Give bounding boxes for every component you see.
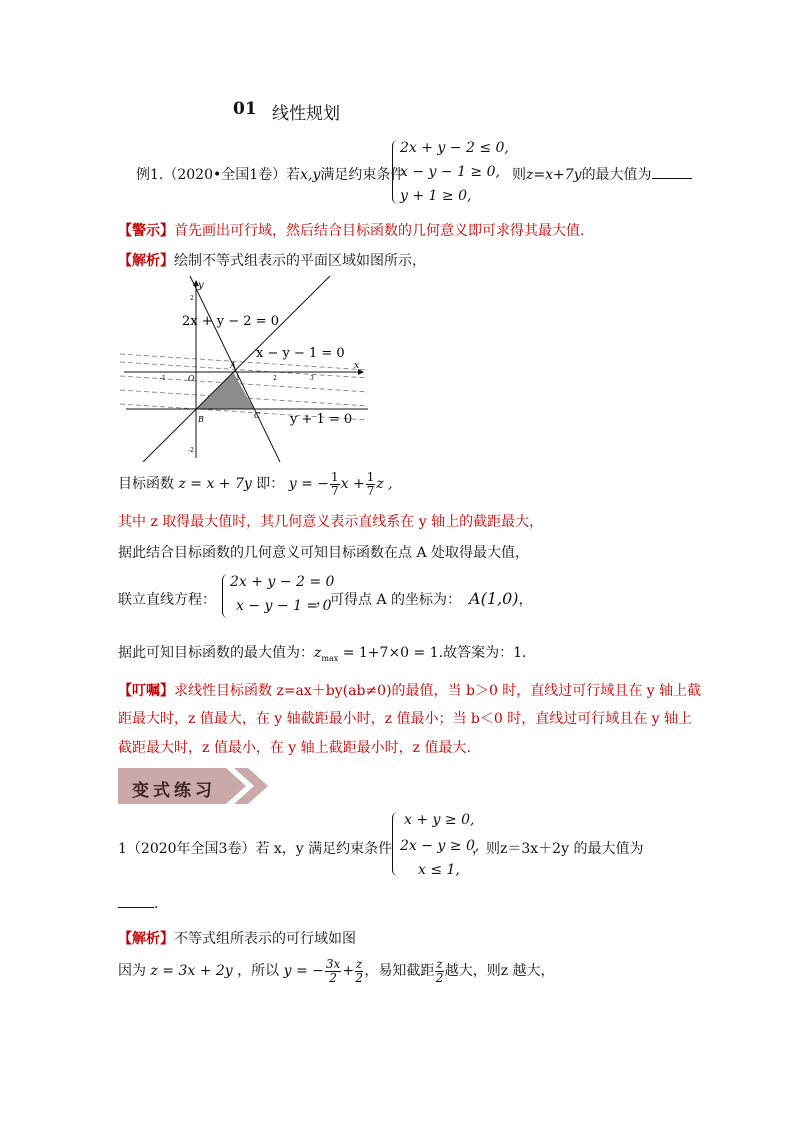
joint-label: 联立直线方程： [118,592,216,608]
analysis2-line: 【解析】不等式组所表示的可行域如图 [118,931,356,947]
tick-label: -2 [188,447,194,454]
banner-title: 变式练习 [132,781,216,801]
objective-line: 目标函数 z = x + 7y 即： y = − $\frac{1}{7}$ x + $\frac{1}{7}$ z , [118,469,393,498]
exercise-constraint-2: 2x − y ≥ 0, [400,838,480,854]
reminder-line1: 【叮嘱】求线性目标函数 z=ax＋by(ab≠0)的最值，当 b＞0 时，直线过可行域且在 y 轴上截 [118,683,702,699]
max-value-line: 据此可知目标函数的最大值为：$z_{max} = 1+7\times 0 = 1$.故答案为：1. [118,645,527,663]
exercise-constraint-3: x ≤ 1, [418,862,460,878]
fraction-1-7: $\frac{1}{7}$ [331,469,339,498]
exercise-question: ，则z＝3x＋2y 的最大值为 [472,841,644,857]
dashed-line [120,362,368,378]
fraction-z-2: $\frac{z}{2}$ [435,956,444,985]
fraction-1-7: $\frac{1}{7}$ [366,469,375,498]
red-explanation: 其中 z 取得最大值时，其几何意义表示直线系在 y 轴上的截距最大， [118,514,544,530]
point-b-label: B [198,415,204,424]
fraction-3x-2: $\frac{3x}{2}$ [325,956,341,985]
warning-line: 【警示】首先画出可行域，然后结合目标函数的几何意义即可求得其最大值. [118,223,585,239]
y-axis-label: y [198,280,204,291]
example-constraint-1: 2x + y − 2 ≤ 0, [400,140,509,156]
because-line: 因为 z = 3x + 2y ，所以 y = − $\frac{3x}{2}$ + $\frac{z}{2}$ ，易知截距 $\frac{z}{2}$ 越大，则z 越大， [118,956,555,985]
example-brace [392,140,399,204]
joint-brace [222,574,229,618]
example-constraint-2: x − y − 1 ≥ 0, [400,164,500,180]
dashed-line [120,376,368,392]
joint-result: ，可得点 A 的坐标为： A(1,0)， [316,589,533,608]
accord-line: 据此结合目标函数的几何意义可知目标函数在点 A 处取得最大值， [118,545,530,561]
joint-eq2: x − y − 1 = 0 [236,598,332,614]
tick-label: 3 [310,375,314,382]
exercise-brace [392,812,399,876]
tick-label: -1 [160,375,166,382]
section-number: 01 [233,99,257,119]
label-line2: x − y − 1 = 0 [256,346,345,361]
exercise-constraint-1: x + y ≥ 0, [404,812,475,828]
x-axis-label: x [354,361,360,371]
analysis-line: 【解析】绘制不等式组表示的平面区域如图所示， [118,253,426,269]
reminder-line2: 距最大时，z 值最大，在 y 轴截距最小时，z 值最小；当 b＜0 时，直线过可行域且在 y 轴上 [118,711,693,727]
point-a-label: A [230,361,236,370]
exercise-answer-blank: . [118,896,158,912]
example-question: 则z=x+7y的最大值为 [512,164,692,184]
example-prefix: 例1.（2020•全国1卷）若x,y满足约束条件 [136,167,405,183]
tick-label: 2 [190,295,194,302]
section-title: 线性规划 [272,104,340,124]
label-line3: y + 1 = 0 [290,412,353,427]
example-constraint-3: y + 1 ≥ 0, [400,188,472,204]
fraction-z-2: $\frac{z}{2}$ [355,956,364,985]
feasible-region-graph [118,272,372,462]
tick-label: 1 [236,375,240,382]
reminder-line3: 截距最大时，z 值最小，在 y 轴上截距最小时，z 值最大. [118,740,471,756]
joint-eq1: 2x + y − 2 = 0 [230,574,335,590]
label-line1: 2x + y − 2 = 0 [182,314,279,329]
tick-label: 2 [273,375,277,382]
line-x-minus-y-minus-1 [143,276,330,462]
exercise-prefix: 1（2020年全国3卷）若 x，y 满足约束条件 [118,841,393,857]
point-c-label: C [254,411,261,420]
point-o-label: O [188,374,195,383]
